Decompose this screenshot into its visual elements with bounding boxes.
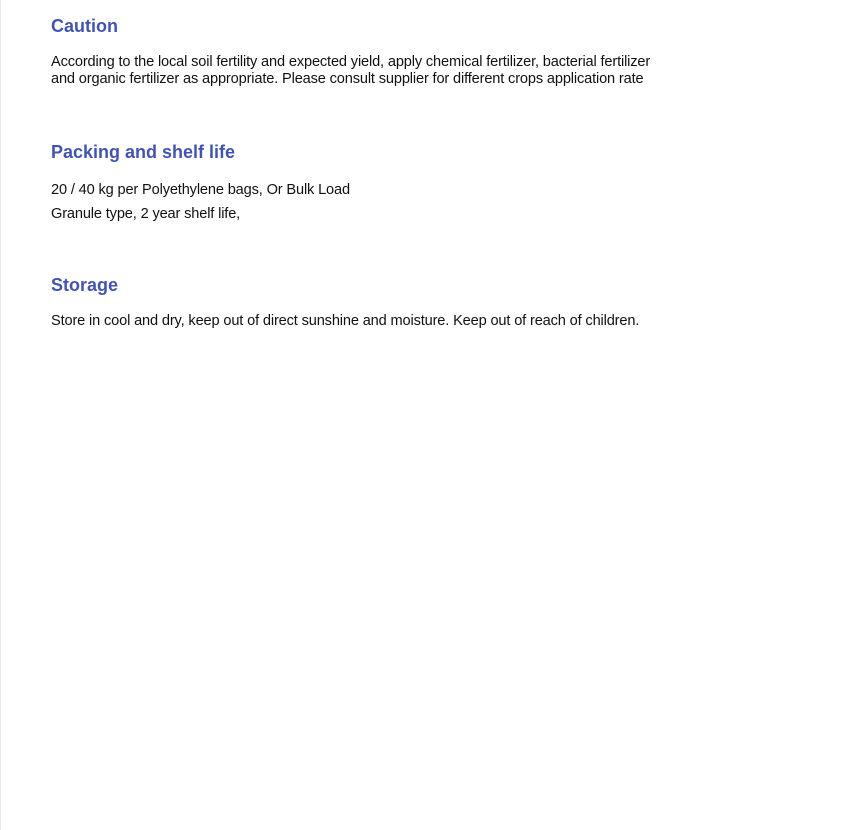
section-heading-packing: Packing and shelf life bbox=[51, 142, 236, 162]
packing-line-1: 20 / 40 kg per Polyethylene bags, Or Bulk Load bbox=[51, 182, 350, 198]
section-heading-caution: Caution bbox=[51, 16, 118, 36]
storage-line-1: Store in cool and dry, keep out of direct sunshine and moisture. Keep out of reach of children. bbox=[51, 313, 640, 329]
caution-line-2: and organic fertilizer as appropriate. Please consult supplier for different crops application rate bbox=[51, 71, 644, 87]
storage-paragraph bbox=[51, 313, 639, 330]
section-heading-storage: Storage bbox=[51, 275, 119, 295]
packing-paragraph bbox=[51, 178, 350, 226]
packing-line-2: Granule type, 2 year shelf life, bbox=[51, 206, 241, 222]
caution-paragraph bbox=[51, 54, 650, 88]
caution-line-1: According to the local soil fertility and expected yield, apply chemical fertilizer, bacterial fertilizer bbox=[51, 54, 651, 70]
